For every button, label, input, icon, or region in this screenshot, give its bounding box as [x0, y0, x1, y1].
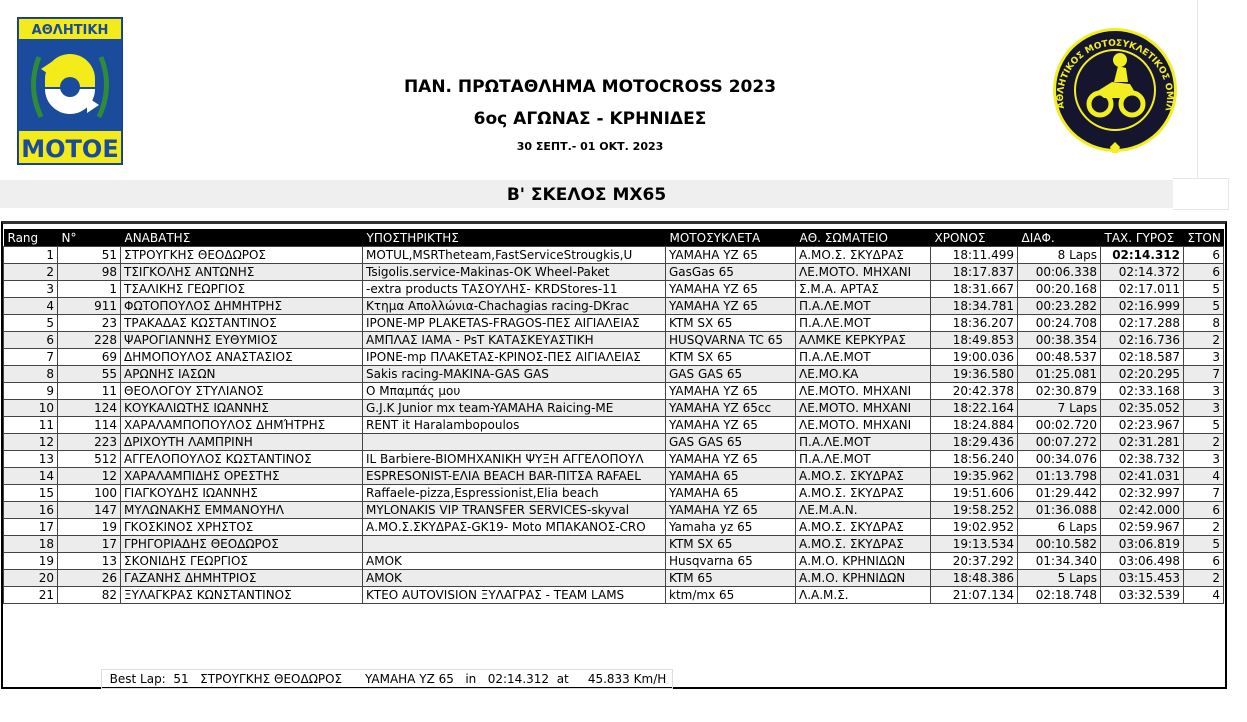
rank-cell: 3 — [4, 281, 58, 298]
col-time[interactable]: ΧΡΟΝΟΣ — [931, 229, 1018, 247]
table-row[interactable] — [4, 383, 1224, 400]
rider-cell: ΣΚΟΝΙΔΗΣ ΓΕΩΡΓΙΟΣ — [121, 553, 363, 570]
table-row[interactable] — [4, 247, 1224, 264]
motorcycle-cell: KTM SX 65 — [666, 315, 796, 332]
best-lap-cell: 02:59.967 — [1101, 519, 1184, 536]
rider-cell: ΜΥΛΩΝΑΚΗΣ ΕΜΜΑΝΟΥΗΛ — [121, 502, 363, 519]
best-lap-speed: 45.833 Km/H — [587, 672, 667, 686]
table-row[interactable] — [4, 502, 1224, 519]
best-lap-cell: 03:32.539 — [1101, 587, 1184, 604]
lap-cell: 2 — [1184, 519, 1224, 536]
number-cell: 26 — [58, 570, 121, 587]
divider — [1197, 0, 1198, 178]
lap-cell: 7 — [1184, 485, 1224, 502]
time-cell: 18:49.853 — [931, 332, 1018, 349]
club-cell: Λ.Α.Μ.Σ. — [796, 587, 931, 604]
best-lap-cell: 02:17.011 — [1101, 281, 1184, 298]
diff-cell: 02:18.748 — [1018, 587, 1101, 604]
time-cell: 21:07.134 — [931, 587, 1018, 604]
best-lap-cell: 02:31.281 — [1101, 434, 1184, 451]
table-row[interactable] — [4, 298, 1224, 315]
best-lap-cell: 02:42.000 — [1101, 502, 1184, 519]
diff-cell: 00:20.168 — [1018, 281, 1101, 298]
club-cell: Α.ΜΟ.Σ. ΣΚΥΔΡΑΣ — [796, 519, 931, 536]
rider-cell: ΓΚΟΣΚΙΝΟΣ ΧΡΗΣΤΟΣ — [121, 519, 363, 536]
motorcycle-cell: GasGas 65 — [666, 264, 796, 281]
best-lap-in-label: in — [465, 672, 477, 686]
club-cell: Π.Α.ΛΕ.ΜΟΤ — [796, 349, 931, 366]
number-cell: 51 — [58, 247, 121, 264]
lap-cell: 2 — [1184, 332, 1224, 349]
athletic-moto-logo — [17, 17, 123, 165]
rank-cell: 14 — [4, 468, 58, 485]
rank-cell: 4 — [4, 298, 58, 315]
col-lap[interactable]: ΣΤΟΝ — [1184, 229, 1224, 247]
diff-cell: 8 Laps — [1018, 247, 1101, 264]
number-cell: 17 — [58, 536, 121, 553]
rider-cell: ΔΡΙΧΟΥΤΗ ΛΑΜΠΡΙΝΗ — [121, 434, 363, 451]
number-cell: 124 — [58, 400, 121, 417]
sponsor-cell: IL Barbiere-ΒΙΟΜΗΧΑΝΙΚΗ ΨΥΞΗ ΑΓΓΕΛΟΠΟΥΛ — [363, 451, 666, 468]
best-lap-label: Best Lap: — [109, 672, 166, 686]
logo-top-text: ΑΘΛΗΤΙΚΗ — [31, 23, 109, 38]
diff-cell: 00:48.537 — [1018, 349, 1101, 366]
diff-cell: 00:23.282 — [1018, 298, 1101, 315]
diff-cell: 01:34.340 — [1018, 553, 1101, 570]
best-lap-cell: 02:35.052 — [1101, 400, 1184, 417]
time-cell: 18:11.499 — [931, 247, 1018, 264]
best-lap-cell: 03:06.498 — [1101, 553, 1184, 570]
lap-cell: 2 — [1184, 570, 1224, 587]
results-table — [3, 229, 1224, 604]
club-cell: ΛΕ.ΜΟΤΟ. ΜΗΧΑΝΙ — [796, 383, 931, 400]
diff-cell: 01:13.798 — [1018, 468, 1101, 485]
motorcycle-cell: YAMAHA YZ 65cc — [666, 400, 796, 417]
rider-cell: ΑΓΓΕΛΟΠΟΥΛΟΣ ΚΩΣΤΑΝΤΙΝΟΣ — [121, 451, 363, 468]
time-cell: 18:56.240 — [931, 451, 1018, 468]
lap-cell: 6 — [1184, 502, 1224, 519]
event-subtitle: 6ος ΑΓΩΝΑΣ - ΚΡΗΝΙΔΕΣ — [473, 109, 707, 129]
rider-cell: ΧΑΡΑΛΑΜΠΙΔΗΣ ΟΡΕΣΤΗΣ — [121, 468, 363, 485]
time-cell: 19:36.580 — [931, 366, 1018, 383]
rider-cell: ΨΑΡΟΓΙΑΝΝΗΣ ΕΥΘΥΜΙΟΣ — [121, 332, 363, 349]
rider-cell: ΧΑΡΑΛΑΜΠΟΠΟΥΛΟΣ ΔΗΜΉΤΡΗΣ — [121, 417, 363, 434]
club-cell: ΛΕ.ΜΟ.ΚΑ — [796, 366, 931, 383]
table-row[interactable] — [4, 570, 1224, 587]
club-cell: ΛΕ.ΜΟΤΟ. ΜΗΧΑΝΙ — [796, 264, 931, 281]
number-cell: 55 — [58, 366, 121, 383]
lap-cell: 4 — [1184, 587, 1224, 604]
motorcycle-cell: YAMAHA YZ 65 — [666, 298, 796, 315]
event-dates: 30 ΣΕΠΤ.- 01 ΟΚΤ. 2023 — [516, 140, 664, 153]
diff-cell: 00:02.720 — [1018, 417, 1101, 434]
band-box — [1173, 178, 1229, 210]
rider-cell: ΑΡΩΝΗΣ ΙΑΣΩΝ — [121, 366, 363, 383]
club-cell: ΑΛΜΚΕ ΚΕΡΚΥΡΑΣ — [796, 332, 931, 349]
lap-cell: 3 — [1184, 451, 1224, 468]
rider-cell: ΓΡΗΓΟΡΙΑΔΗΣ ΘΕΟΔΩΡΟΣ — [121, 536, 363, 553]
motorcycle-cell: Yamaha yz 65 — [666, 519, 796, 536]
motorcycle-cell: KTM SX 65 — [666, 536, 796, 553]
time-cell: 18:17.837 — [931, 264, 1018, 281]
lap-cell: 5 — [1184, 298, 1224, 315]
club-cell: Α.Μ.Ο. ΚΡΗΝΙΔΩΝ — [796, 570, 931, 587]
time-cell: 18:22.164 — [931, 400, 1018, 417]
club-cell: Π.Α.ΛΕ.ΜΟΤ — [796, 434, 931, 451]
table-row[interactable] — [4, 264, 1224, 281]
rank-cell: 6 — [4, 332, 58, 349]
rank-cell: 1 — [4, 247, 58, 264]
motorcycle-cell: KTM 65 — [666, 570, 796, 587]
race-title: B' ΣΚΕΛΟΣ MX65 — [506, 185, 667, 205]
time-cell: 18:29.436 — [931, 434, 1018, 451]
motorcycle-cell: YAMAHA YZ 65 — [666, 451, 796, 468]
rank-cell: 15 — [4, 485, 58, 502]
rider-cell: ΚΟΥΚΑΛΙΩΤΗΣ ΙΩΑΝΝΗΣ — [121, 400, 363, 417]
number-cell: 100 — [58, 485, 121, 502]
number-cell: 512 — [58, 451, 121, 468]
club-cell: ΛΕ.ΜΟΤΟ. ΜΗΧΑΝΙ — [796, 417, 931, 434]
rider-cell: ΓΑΖΑΝΗΣ ΔΗΜΗΤΡΙΟΣ — [121, 570, 363, 587]
table-row[interactable] — [4, 553, 1224, 570]
motorcycle-cell: YAMAHA 65 — [666, 468, 796, 485]
col-rider[interactable]: ΑΝΑΒΑΤΗΣ — [121, 229, 363, 247]
motorcycle-cell: YAMAHA YZ 65 — [666, 502, 796, 519]
rank-cell: 21 — [4, 587, 58, 604]
table-row[interactable] — [4, 315, 1224, 332]
table-row[interactable] — [4, 281, 1224, 298]
header-titles — [380, 76, 800, 154]
best-lap-cell: 02:23.967 — [1101, 417, 1184, 434]
motorcycle-cell: YAMAHA YZ 65 — [666, 383, 796, 400]
rider-cell: ΤΡΑΚΑΔΑΣ ΚΩΣΤΑΝΤΙΝΟΣ — [121, 315, 363, 332]
best-lap-cell: 02:17.288 — [1101, 315, 1184, 332]
sponsor-cell: RENT it Haralambopoulos — [363, 417, 666, 434]
rider-cell: ΣΤΡΟΥΓΚΗΣ ΘΕΟΔΩΡΟΣ — [121, 247, 363, 264]
lap-cell: 4 — [1184, 468, 1224, 485]
best-lap-bike: YAMAHA YZ 65 — [365, 672, 454, 686]
table-row[interactable] — [4, 434, 1224, 451]
col-best-lap[interactable]: ΤΑΧ. ΓΥΡΟΣ — [1101, 229, 1184, 247]
rank-cell: 5 — [4, 315, 58, 332]
rank-cell: 11 — [4, 417, 58, 434]
motorcycle-cell: KTM SX 65 — [666, 349, 796, 366]
best-lap-cell: 02:20.295 — [1101, 366, 1184, 383]
sponsor-cell: IPONE-MP PLAKETAS-FRAGOS-ΠΕΣ ΑΙΓΙΑΛΕΙΑΣ — [363, 315, 666, 332]
best-lap-cell: 02:38.732 — [1101, 451, 1184, 468]
col-number[interactable]: N° — [58, 229, 121, 247]
best-lap-rider: ΣΤΡΟΥΓΚΗΣ ΘΕΟΔΩΡΟΣ — [200, 672, 343, 686]
club-cell: Π.Α.ΛΕ.ΜΟΤ — [796, 298, 931, 315]
logo-bottom-text: ΜΟΤΟΕ — [21, 135, 119, 163]
diff-cell: 00:38.354 — [1018, 332, 1101, 349]
sponsor-cell: MOTUL,MSRTheteam,FastServiceStrougkis,U — [363, 247, 666, 264]
sponsor-cell: Tsigolis.service-Makinas-OK Wheel-Paket — [363, 264, 666, 281]
club-cell: Π.Α.ΛΕ.ΜΟΤ — [796, 451, 931, 468]
table-row[interactable] — [4, 587, 1224, 604]
sponsor-cell: ΚΤΕΟ AUTOVISION ΞΥΛΑΓΡΑΣ - TEAM LAMS — [363, 587, 666, 604]
club-cell: Α.ΜΟ.Σ. ΣΚΥΔΡΑΣ — [796, 536, 931, 553]
sponsor-cell: G.J.K Junior mx team-YAMAHA Raicing-ME — [363, 400, 666, 417]
time-cell: 19:02.952 — [931, 519, 1018, 536]
table-row[interactable] — [4, 536, 1224, 553]
col-rank[interactable]: Rang — [4, 229, 58, 247]
club-cell: Α.ΜΟ.Σ. ΣΚΥΔΡΑΣ — [796, 247, 931, 264]
rank-cell: 18 — [4, 536, 58, 553]
sponsor-cell — [363, 536, 666, 553]
sponsor-cell: AMOK — [363, 553, 666, 570]
col-motorcycle[interactable]: ΜΟΤΟΣΥΚΛΕΤΑ — [666, 229, 796, 247]
lap-cell: 3 — [1184, 349, 1224, 366]
sponsor-cell — [363, 434, 666, 451]
lap-cell: 7 — [1184, 366, 1224, 383]
number-cell: 223 — [58, 434, 121, 451]
lap-cell: 6 — [1184, 264, 1224, 281]
table-row[interactable] — [4, 468, 1224, 485]
number-cell: 1 — [58, 281, 121, 298]
sponsor-cell: ESPRESONIST-ΕΛΙΑ BEACH BAR-ΠΙΤΣΑ RAFAEL — [363, 468, 666, 485]
best-lap-number: 51 — [173, 672, 189, 686]
championship-title: ΠΑΝ. ΠΡΩΤΑΘΛΗΜΑ MOTOCROSS 2023 — [403, 77, 777, 97]
number-cell: 98 — [58, 264, 121, 281]
sponsor-cell: AMOK — [363, 570, 666, 587]
sponsor-cell: ΑΜΠΛΑΣ ΙΑΜΑ - PsT ΚΑΤΑΣΚΕΥΑΣΤΙΚΗ — [363, 332, 666, 349]
lap-cell: 5 — [1184, 281, 1224, 298]
rider-cell: ΤΣΑΛΙΚΗΣ ΓΕΩΡΓΙΟΣ — [121, 281, 363, 298]
club-cell: ΛΕ.ΜΟΤΟ. ΜΗΧΑΝΙ — [796, 400, 931, 417]
motorcycle-cell: ktm/mx 65 — [666, 587, 796, 604]
rank-cell: 12 — [4, 434, 58, 451]
rider-cell: ΞΥΛΑΓΚΡΑΣ ΚΩΝΣΤΑΝΤΙΝΟΣ — [121, 587, 363, 604]
best-lap-time: 02:14.312 — [487, 672, 550, 686]
motorcycle-cell: GAS GAS 65 — [666, 434, 796, 451]
number-cell: 228 — [58, 332, 121, 349]
best-lap-cell: 02:16.736 — [1101, 332, 1184, 349]
diff-cell: 00:34.076 — [1018, 451, 1101, 468]
time-cell: 20:37.292 — [931, 553, 1018, 570]
rider-cell: ΔΗΜΟΠΟΥΛΟΣ ΑΝΑΣΤΑΣΙΟΣ — [121, 349, 363, 366]
sponsor-cell: IPONE-mp ΠΛΑΚΕΤΑΣ-ΚΡΙΝΟΣ-ΠΕΣ ΑΙΓΙΑΛΕΙΑΣ — [363, 349, 666, 366]
col-club[interactable]: ΑΘ. ΣΩΜΑΤΕΙΟ — [796, 229, 931, 247]
diff-cell: 00:06.338 — [1018, 264, 1101, 281]
number-cell: 19 — [58, 519, 121, 536]
diff-cell: 01:29.442 — [1018, 485, 1101, 502]
rank-cell: 8 — [4, 366, 58, 383]
club-cell: Α.ΜΟ.Σ. ΣΚΥΔΡΑΣ — [796, 485, 931, 502]
lap-cell: 8 — [1184, 315, 1224, 332]
logo-ring-text: ΑΘΛΗΤΙΚΟΣ ΜΟΤΟΣΥΚΛΕΤΙΚΟΣ ΟΜΙΛ — [1055, 38, 1175, 112]
number-cell: 82 — [58, 587, 121, 604]
number-cell: 911 — [58, 298, 121, 315]
time-cell: 18:36.207 — [931, 315, 1018, 332]
sponsor-cell: Κτημα Απολλώνια-Chachagias racing-DKrac — [363, 298, 666, 315]
diff-cell: 01:36.088 — [1018, 502, 1101, 519]
sponsor-cell: Raffaele-pizza,Espressionist,Elia beach — [363, 485, 666, 502]
diff-cell: 6 Laps — [1018, 519, 1101, 536]
sponsor-cell: -extra products ΤΑΣΟΥΛΗΣ- KRDStores-11 — [363, 281, 666, 298]
lap-cell: 5 — [1184, 536, 1224, 553]
table-row[interactable] — [4, 451, 1224, 468]
best-lap-summary — [101, 669, 673, 689]
diff-cell: 00:10.582 — [1018, 536, 1101, 553]
table-row[interactable] — [4, 400, 1224, 417]
time-cell: 19:51.606 — [931, 485, 1018, 502]
best-lap-cell: 02:33.168 — [1101, 383, 1184, 400]
time-cell: 19:35.962 — [931, 468, 1018, 485]
col-sponsor[interactable]: ΥΠΟΣΤΗΡΙΚΤΗΣ — [363, 229, 666, 247]
motorcycle-cell: YAMAHA YZ 65 — [666, 281, 796, 298]
club-cell: Σ.Μ.Α. ΑΡΤΑΣ — [796, 281, 931, 298]
lap-cell: 2 — [1184, 434, 1224, 451]
best-lap-cell: 03:15.453 — [1101, 570, 1184, 587]
rank-cell: 10 — [4, 400, 58, 417]
rank-cell: 17 — [4, 519, 58, 536]
motorcycle-cell: Husqvarna 65 — [666, 553, 796, 570]
number-cell: 23 — [58, 315, 121, 332]
time-cell: 18:34.781 — [931, 298, 1018, 315]
rank-cell: 13 — [4, 451, 58, 468]
table-row[interactable] — [4, 485, 1224, 502]
rank-cell: 20 — [4, 570, 58, 587]
diff-cell: 5 Laps — [1018, 570, 1101, 587]
motorcycle-cell: HUSQVARNA TC 65 — [666, 332, 796, 349]
time-cell: 19:58.252 — [931, 502, 1018, 519]
table-row[interactable] — [4, 349, 1224, 366]
number-cell: 69 — [58, 349, 121, 366]
rank-cell: 7 — [4, 349, 58, 366]
sponsor-cell: Sakis racing-MAKINA-GAS GAS — [363, 366, 666, 383]
diff-cell: 7 Laps — [1018, 400, 1101, 417]
time-cell: 19:13.534 — [931, 536, 1018, 553]
rank-cell: 9 — [4, 383, 58, 400]
diff-cell: 02:30.879 — [1018, 383, 1101, 400]
lap-cell: 6 — [1184, 553, 1224, 570]
table-header-row — [4, 229, 1224, 247]
moto-club-krinides-logo — [1030, 12, 1180, 167]
rank-cell: 2 — [4, 264, 58, 281]
club-cell: Π.Α.ΛΕ.ΜΟΤ — [796, 315, 931, 332]
rider-cell: ΤΣΙΓΚΟΛΗΣ ΑΝΤΩΝΗΣ — [121, 264, 363, 281]
best-lap-cell: 02:14.312 — [1101, 247, 1184, 264]
sponsor-cell: MYLONAKIS VIP TRANSFER SERVICES-skyval — [363, 502, 666, 519]
motorcycle-cell: GAS GAS 65 — [666, 366, 796, 383]
number-cell: 147 — [58, 502, 121, 519]
diff-cell: 01:25.081 — [1018, 366, 1101, 383]
time-cell: 19:00.036 — [931, 349, 1018, 366]
diff-cell: 00:24.708 — [1018, 315, 1101, 332]
best-lap-at-label: at — [556, 672, 569, 686]
best-lap-cell: 02:14.372 — [1101, 264, 1184, 281]
best-lap-cell: 02:32.997 — [1101, 485, 1184, 502]
rider-cell: ΓΙΑΓΚΟΥΔΗΣ ΙΩΑΝΝΗΣ — [121, 485, 363, 502]
club-cell: Α.Μ.Ο. ΚΡΗΝΙΔΩΝ — [796, 553, 931, 570]
time-cell: 18:24.884 — [931, 417, 1018, 434]
sponsor-cell: Ο Μπαμπάς μου — [363, 383, 666, 400]
best-lap-cell: 02:16.999 — [1101, 298, 1184, 315]
lap-cell: 6 — [1184, 247, 1224, 264]
lap-cell: 5 — [1184, 417, 1224, 434]
club-cell: Α.ΜΟ.Σ. ΣΚΥΔΡΑΣ — [796, 468, 931, 485]
col-diff[interactable]: ΔΙΑΦ. — [1018, 229, 1101, 247]
diff-cell: 00:07.272 — [1018, 434, 1101, 451]
time-cell: 18:31.667 — [931, 281, 1018, 298]
number-cell: 114 — [58, 417, 121, 434]
table-row[interactable] — [4, 366, 1224, 383]
number-cell: 11 — [58, 383, 121, 400]
time-cell: 20:42.378 — [931, 383, 1018, 400]
sponsor-cell: Α.ΜΟ.Σ.ΣΚΥΔΡΑΣ-GK19- Moto ΜΠΑΚΑΝΟΣ-CRO — [363, 519, 666, 536]
best-lap-cell: 02:18.587 — [1101, 349, 1184, 366]
lap-cell: 3 — [1184, 400, 1224, 417]
motorcycle-cell: YAMAHA YZ 65 — [666, 417, 796, 434]
club-cell: ΛΕ.Μ.Α.Ν. — [796, 502, 931, 519]
number-cell: 12 — [58, 468, 121, 485]
table-row[interactable] — [4, 519, 1224, 536]
rank-cell: 19 — [4, 553, 58, 570]
table-row[interactable] — [4, 417, 1224, 434]
time-cell: 18:48.386 — [931, 570, 1018, 587]
rank-cell: 16 — [4, 502, 58, 519]
number-cell: 13 — [58, 553, 121, 570]
motorcycle-cell: YAMAHA 65 — [666, 485, 796, 502]
rider-cell: ΦΩΤΟΠΟΥΛΟΣ ΔΗΜΗΤΡΗΣ — [121, 298, 363, 315]
rider-cell: ΘΕΟΛΟΓΟΥ ΣΤΥΛΙΑΝΟΣ — [121, 383, 363, 400]
table-row[interactable] — [4, 332, 1224, 349]
motorcycle-cell: YAMAHA YZ 65 — [666, 247, 796, 264]
best-lap-cell: 02:41.031 — [1101, 468, 1184, 485]
best-lap-cell: 03:06.819 — [1101, 536, 1184, 553]
lap-cell: 3 — [1184, 383, 1224, 400]
